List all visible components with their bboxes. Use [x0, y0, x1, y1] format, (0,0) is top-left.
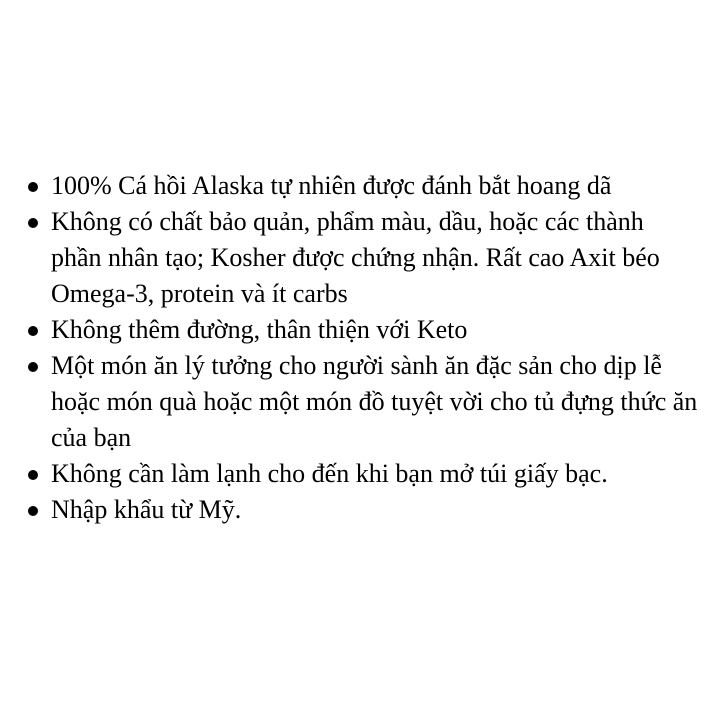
bullet-icon: [28, 506, 38, 516]
feature-bullet-list: [0, 168, 704, 528]
list-item-text: Một món ăn lý tưởng cho người sành ăn đặc sản cho dịp lễ hoặc món quà hoặc một món đồ tuyệt vời cho tủ đựng thức ăn của bạn: [51, 351, 698, 452]
list-item: [0, 312, 704, 348]
list-item: [0, 492, 704, 528]
list-item-text: Nhập khẩu từ Mỹ.: [51, 495, 242, 524]
bullet-icon: [28, 470, 38, 480]
list-item-text: Không thêm đường, thân thiện với Keto: [51, 315, 468, 344]
list-item-text: Không cần làm lạnh cho đến khi bạn mở túi giấy bạc.: [51, 459, 608, 488]
bullet-icon: [28, 218, 38, 228]
list-item-text: 100% Cá hồi Alaska tự nhiên được đánh bắt hoang dã: [51, 171, 612, 200]
list-item: [0, 204, 704, 312]
list-item: [0, 348, 704, 456]
list-item: [0, 168, 704, 204]
bullet-icon: [28, 362, 38, 372]
bullet-icon: [28, 182, 38, 192]
list-item: [0, 456, 704, 492]
bullet-icon: [28, 326, 38, 336]
list-item-text: Không có chất bảo quản, phẩm màu, dầu, hoặc các thành phần nhân tạo; Kosher được chứng nhận. Rất cao Axit béo Omega-3, protein và ít carbs: [51, 207, 660, 308]
